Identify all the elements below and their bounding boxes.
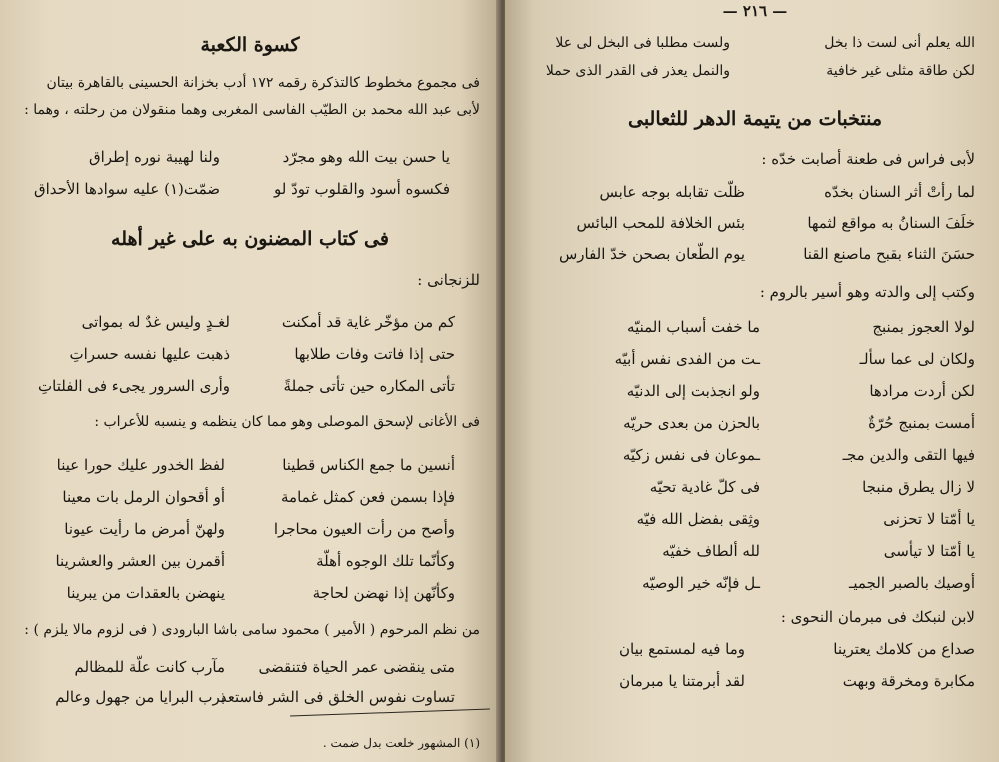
sec3-verse2-a: مكابرة ومخرقة وبهت	[842, 672, 975, 690]
verse10-b: ينهضن بالعقدات من يبرينا	[66, 584, 225, 602]
verse4-b: ذهبت عليها نفسه حسراتِ	[69, 345, 230, 363]
verse6-b: لفظ الخدور عليك حورا عينا	[56, 456, 225, 474]
intro-aghani: فى الأغانى لإسحق الموصلى وهو مما كان ينظمه و ينسبه للأعراب :	[94, 414, 480, 430]
sec1-verse1-b: ظلّت تقابله بوجه عابس	[599, 183, 745, 201]
sec3-verse1-b: وما فيه لمستمع بيان	[619, 640, 745, 658]
sec1-verse3-a: حسَنَ الثناء بقبح ماصنع القنا	[803, 245, 975, 263]
verse3-a: كم من مؤخّر غاية قد أمكنت	[281, 313, 455, 331]
sec1-verse2-a: خلَفَ السنانُ به مواقع لثمها	[807, 214, 975, 232]
sec2-verse2-a: ولكان لى عما سألـ	[859, 350, 975, 368]
top-verse2-b: والنمل يعذر فى القدر الذى حملا	[545, 63, 730, 79]
verse9-b: أقمرن بين العشر والعشرينا	[55, 552, 225, 570]
verse5-b: وأرى السرور يجىء فى الفلتاتِ	[38, 377, 230, 395]
right-page	[505, 0, 999, 762]
sec2-verse8-b: لله ألطاف خفيّه	[662, 542, 760, 560]
verse6-a: أنسين ما جمع الكناس قطينا	[282, 456, 455, 474]
intro-abu-firas: لأبى فراس فى طعنة أصابت خدّه :	[761, 150, 975, 168]
verse2-a: فكسوه أسود والقلوب تودّ لو	[273, 180, 450, 198]
sec2-verse5-b: ـموعان فى نفس زكيّه	[622, 446, 760, 464]
sec2-verse4-a: أمست بمنبج حُرّةٌ	[868, 414, 975, 432]
verse8-b: ولهنّ أمرض ما رأيت عيونا	[64, 520, 225, 538]
top-verse1-a: الله يعلم أنى لست ذا بخل	[824, 35, 975, 51]
sec2-verse2-b: ـت من الفدى نفس أبيّه	[614, 350, 760, 368]
sec2-verse8-a: يا أمّتا لا تيأسى	[883, 542, 975, 560]
sec1-verse3-b: يوم الطّعان بصحن خدّ الفارس	[558, 245, 745, 263]
verse8-a: وأصح من رأت العيون محاجرا	[273, 520, 455, 538]
sec1-verse1-a: لما رأتْ أثر السنان بخدّه	[824, 183, 975, 201]
verse10-a: وكأنّهن إذا نهضن لحاجة	[312, 584, 455, 602]
verse7-b: أو أقحوان الرمل بات معينا	[62, 488, 225, 506]
sec3-verse2-b: لقد أبرمتنا يا مبرمان	[619, 672, 745, 690]
verse5-a: تأتى المكاره حين تأتى جملةً	[283, 377, 455, 395]
intro-mabraman: لابن لنبكك فى مبرمان النحوى :	[780, 608, 975, 626]
top-verse1-b: ولست مطلبا فى البخل لى علا	[555, 35, 730, 51]
heading-madnun: فى كتاب المضنون به على غير أهله	[111, 228, 389, 250]
verse11-a: متى ينقضى عمر الحياة فتنقضى	[258, 658, 455, 676]
intro-zanjani: للزنجانى :	[417, 271, 480, 289]
verse12-b: برب البرايا من جهول وعالم	[55, 688, 225, 706]
para1-line2: لأبى عبد الله محمد بن الطيّب الفاسى المغربى وهما منقولان من رحلته ، وهما :	[24, 102, 480, 118]
page-number: — ٢١٦ —	[722, 2, 788, 20]
heading-kiswa: كسوة الكعبة	[200, 34, 300, 56]
sec2-verse3-b: ولو انجذبت إلى الدنيّه	[626, 382, 760, 400]
sec2-verse1-b: ما خفت أسباب المنيّه	[627, 318, 760, 336]
intro-barudi: من نظم المرحوم ( الأمير ) محمود سامى باشا البارودى ( فى لزوم مالا يلزم ) :	[24, 622, 480, 638]
top-verse2-a: لكن طاقة مثلى غير خافية	[826, 63, 975, 79]
sec2-verse9-a: أوصيك بالصبر الجميـ	[849, 574, 975, 592]
sec2-verse4-b: بالحزن من بعدى حريّه	[623, 414, 760, 432]
verse3-b: لغـدٍ وليس غدٌ له بمواتى	[81, 313, 230, 331]
sec2-verse7-a: يا أمّتا لا تحزنى	[883, 510, 975, 528]
intro-letter: وكتب إلى والدته وهو أسير بالروم :	[759, 283, 975, 301]
verse9-a: وكأنّما تلك الوجوه أهلّة	[316, 552, 455, 570]
sec2-verse6-a: لا زال يطرق منبجا	[862, 478, 975, 496]
sec2-verse1-a: لولا العجوز بمنبج	[872, 318, 975, 336]
verse1-a: يا حسن بيت الله وهو مجرّد	[282, 148, 450, 166]
sec2-verse6-b: فى كلّ غادية تحيّه	[649, 478, 760, 496]
para1-line1: فى مجموع مخطوط كالتذكرة رقمه ١٧٢ أدب بخزانة الحسينى بالقاهرة بيتان	[46, 75, 480, 91]
verse4-a: حتى إذا فاتت وفات طلابها	[294, 345, 455, 363]
verse2-b: ضمّت(١) عليه سوادها الأحداق	[33, 180, 220, 198]
sec2-verse5-a: فيها التقى والدين مجـ	[842, 446, 975, 464]
sec1-verse2-b: بئس الخلافة للمحب البائس	[576, 214, 745, 232]
verse11-b: مآرب كانت علّة للمظالم	[74, 658, 225, 676]
verse1-b: ولنا لهيبة نوره إطراق	[88, 148, 220, 166]
footnote: (١) المشهور خلعت بدل ضمت .	[322, 736, 480, 750]
sec2-verse3-a: لكن أردت مرادها	[869, 382, 975, 400]
sec2-verse9-b: ـل فإنّه خير الوصيّه	[642, 574, 760, 592]
sec3-verse1-a: صداع من كلامك يعترينا	[833, 640, 975, 658]
verse7-a: فإذا بسمن فعن كمثل غمامة	[281, 488, 455, 506]
sec2-verse7-b: وثِقى بفضل الله فيّه	[636, 510, 760, 528]
heading-yatima: منتخبات من يتيمة الدهر للثعالبى	[627, 108, 882, 130]
verse12-a: تساوت نفوس الخلق فى الشر فاستعذ	[219, 688, 455, 706]
footnote-rule	[290, 709, 490, 717]
